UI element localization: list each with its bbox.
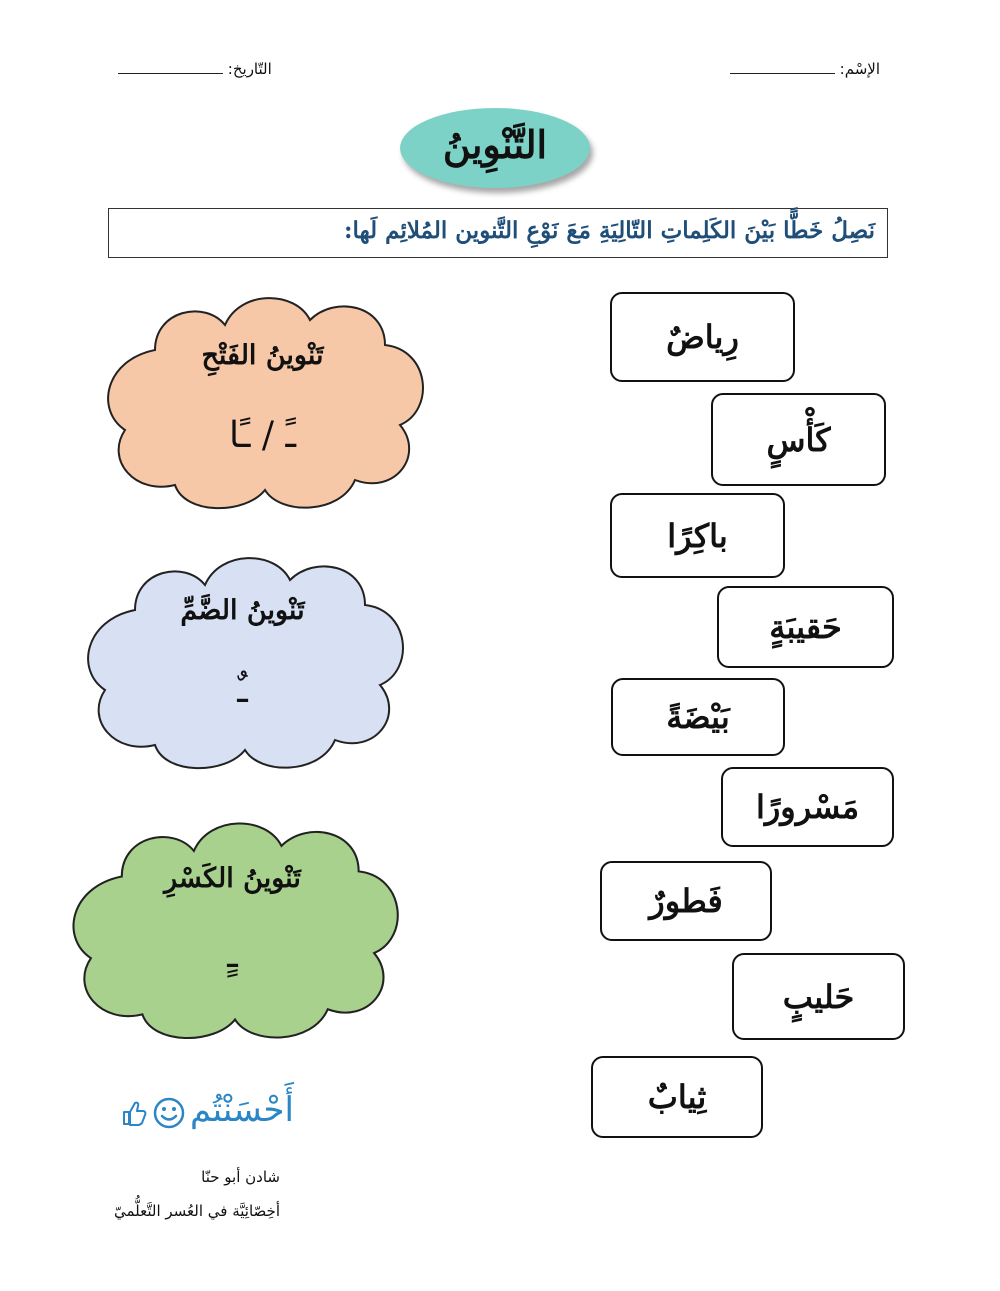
praise <box>110 1088 300 1148</box>
cloud-damma-shape <box>75 540 410 775</box>
cloud-kasra-label: تَنْوينُ الكَسْرِ <box>164 863 301 894</box>
date-line <box>118 61 223 74</box>
footer-author: شادن أبو حنّا <box>201 1168 280 1186</box>
word-box[interactable]: باكِرًا <box>610 493 785 578</box>
name-field[interactable] <box>730 60 880 78</box>
instruction-text: نَصِلُ خَطًّا بَيْنَ الكَلِماتِ التّالِيَةِ مَعَ نَوْعِ التَّنوين المُلائِم لَها: <box>344 217 875 244</box>
footer-role: أخِصّائِيَّة في العُسر التَّعلُّميّ <box>113 1202 280 1220</box>
cloud-damma-label: تَنْوينُ الضَّمِّ <box>180 595 305 626</box>
cloud-fatha[interactable] <box>95 280 430 515</box>
page-title: التَّنْوِينُ <box>442 122 548 167</box>
word-box[interactable]: فَطورٌ <box>600 861 772 941</box>
cloud-fatha-shape <box>95 280 430 515</box>
word-box[interactable]: مَسْرورًا <box>721 767 894 847</box>
cloud-kasra-shape <box>60 805 405 1045</box>
cloud-kasra-symbol: ـٍ <box>227 935 238 976</box>
cloud-damma-symbol: ـٌ <box>237 670 248 711</box>
smiley-icon <box>152 1096 186 1130</box>
word-box[interactable]: رِياضٌ <box>610 292 795 382</box>
word-box[interactable]: بَيْضَةً <box>611 678 785 756</box>
thumbs-up-icon <box>118 1098 148 1128</box>
date-label: التّاريخ: <box>227 60 272 78</box>
name-label: الإسْم: <box>839 60 880 78</box>
word-box[interactable]: ثِيابٌ <box>591 1056 763 1138</box>
title-badge <box>400 108 590 188</box>
word-box[interactable]: حَقيبَةٍ <box>717 586 894 668</box>
praise-text: أَحْسَنْتُم <box>190 1090 294 1130</box>
cloud-fatha-label: تَنْوينُ الفَتْحِ <box>201 340 324 371</box>
cloud-kasra[interactable] <box>60 805 405 1045</box>
word-box[interactable]: حَليبٍ <box>732 953 905 1040</box>
word-box[interactable]: كَأْسٍ <box>711 393 886 486</box>
cloud-damma[interactable] <box>75 540 410 775</box>
instruction-box <box>108 208 888 258</box>
cloud-fatha-symbol: ـً / ـًا <box>228 415 297 456</box>
name-line <box>730 61 835 74</box>
date-field[interactable] <box>118 60 272 78</box>
